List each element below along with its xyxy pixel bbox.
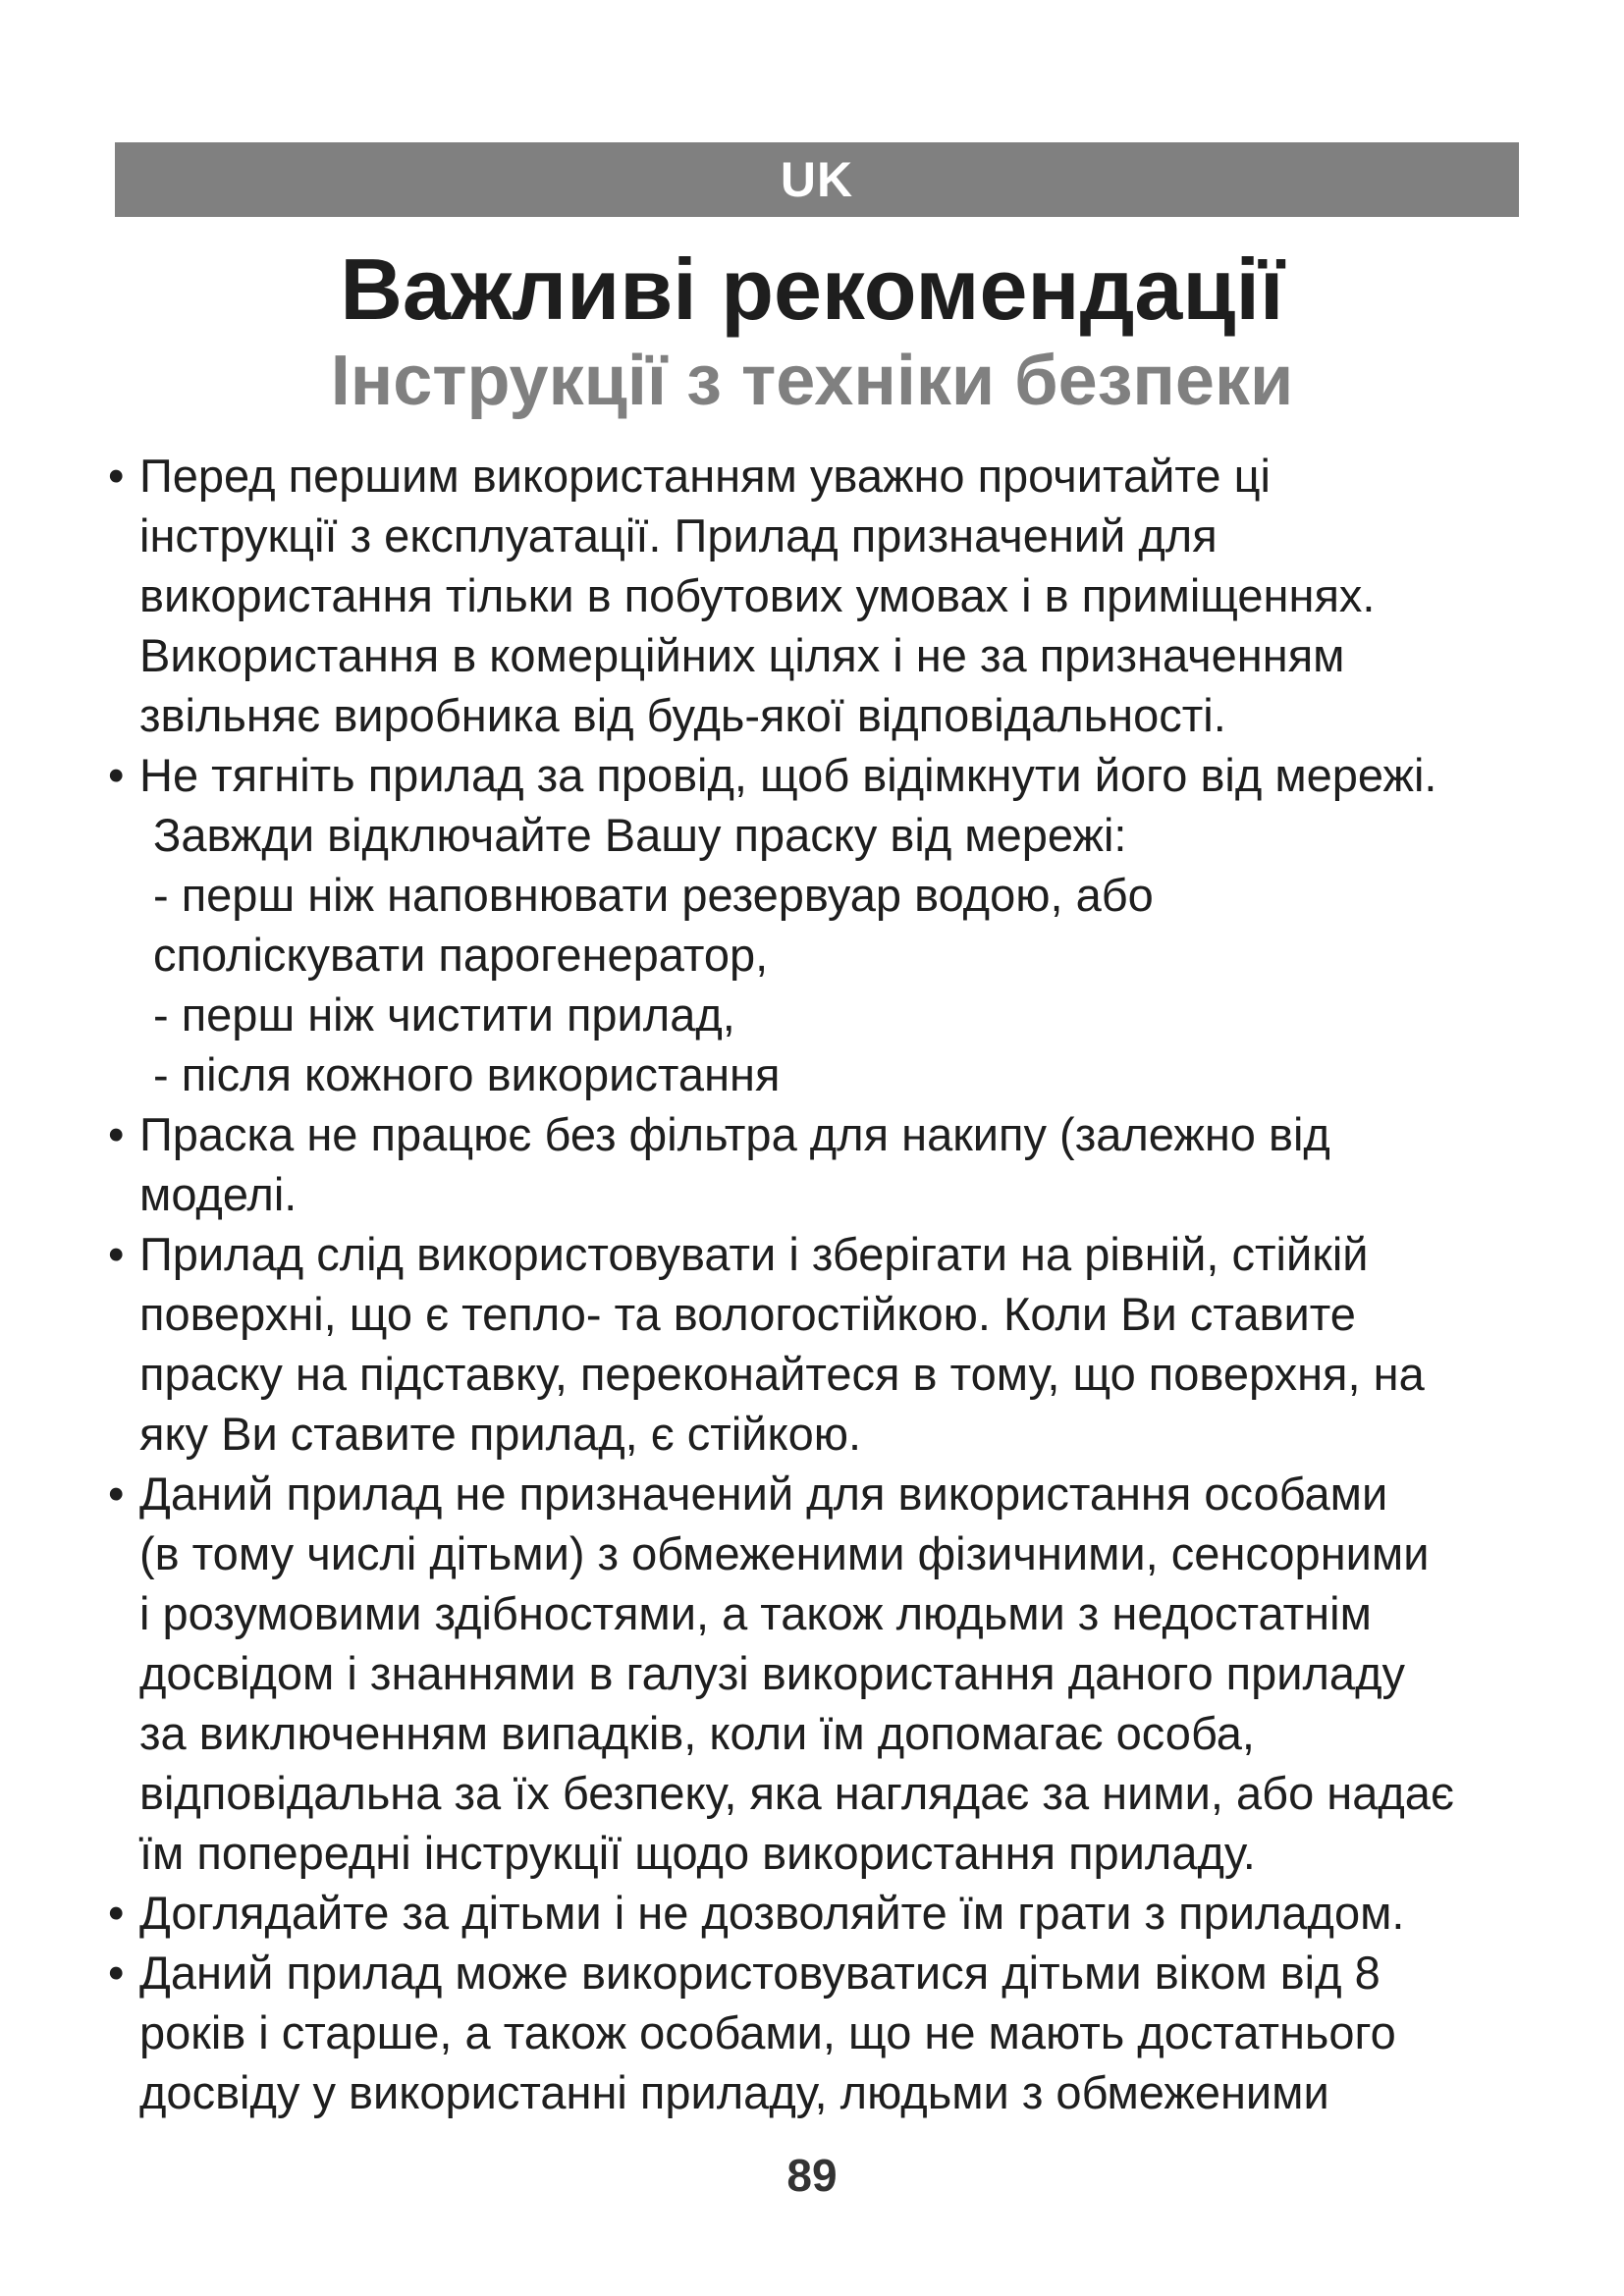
bullet-line: [108, 1943, 1600, 2002]
page-title: Важливі рекомендації: [340, 240, 1284, 338]
continuation-line: і розумовими здібностями, а також людьми з недостатнім: [139, 1587, 1372, 1639]
text-line: Доглядайте за дітьми і не дозволяйте їм грати з приладом.: [139, 1887, 1405, 1939]
continuation-line: - після кожного використання: [153, 1048, 781, 1100]
continuation-line: поверхні, що є тепло- та вологостійкою. Коли Ви ставите: [139, 1288, 1356, 1340]
text-line: Прилад слід використовувати і зберігати на рівній, стійкій: [139, 1228, 1369, 1280]
bullet-icon: •: [108, 1468, 125, 1520]
text-line: Перед першим використанням уважно прочитайте ці: [139, 450, 1271, 502]
continuation-line: - перш ніж чистити прилад,: [153, 988, 735, 1041]
bullet-icon: •: [108, 450, 125, 502]
language-bar: [115, 142, 1519, 217]
continuation-line: досвіду у використанні приладу, людьми з обмеженими: [139, 2066, 1329, 2118]
bullet-line: [108, 1104, 1600, 1164]
text-line: Не тягніть прилад за провід, щоб відімкнути його від мережі.: [139, 749, 1437, 801]
continuation-line: досвідом і знаннями в галузі використання даного приладу: [139, 1647, 1405, 1699]
continuation-line: праску на підставку, переконайтеся в тому, що поверхня, на: [139, 1348, 1425, 1400]
continuation-line: - перш ніж наповнювати резервуар водою, або: [153, 869, 1154, 921]
continuation-line: за виключенням випадків, коли їм допомагає особа,: [139, 1707, 1255, 1759]
continuation-line: Завжди відключайте Вашу праску від мережі:: [153, 809, 1127, 861]
continuation-line: яку Ви ставите прилад, є стійкою.: [139, 1408, 862, 1460]
bullet-line: [108, 1224, 1600, 1284]
continuation-line: моделі.: [139, 1168, 298, 1220]
bullet-icon: •: [108, 1887, 125, 1939]
continuation-line: їм попередні інструкції щодо використання приладу.: [139, 1827, 1256, 1879]
safety-instructions: [108, 446, 1600, 2122]
bullet-line: [108, 1464, 1600, 1523]
page-number: 89: [786, 2150, 838, 2201]
bullet-icon: •: [108, 1947, 125, 1999]
continuation-line: інструкції з експлуатації. Прилад призначений для: [139, 509, 1218, 561]
bullet-icon: •: [108, 749, 125, 801]
bullet-line: [108, 745, 1600, 805]
continuation-line: споліскувати парогенератор,: [153, 929, 769, 981]
continuation-line: використання тільки в побутових умовах і в приміщеннях.: [139, 569, 1376, 621]
bullet-icon: •: [108, 1108, 125, 1160]
page-subtitle: Інструкції з техніки безпеки: [330, 342, 1294, 420]
continuation-line: відповідальна за їх безпеку, яка наглядає за ними, або надає: [139, 1767, 1454, 1819]
bullet-line: [108, 1883, 1600, 1943]
text-line: Даний прилад не призначений для використання особами: [139, 1468, 1388, 1520]
language-code: UK: [780, 152, 854, 207]
continuation-line: років і старше, а також особами, що не мають достатнього: [139, 2006, 1396, 2058]
continuation-line: Використання в комерційних цілях і не за призначенням: [139, 629, 1345, 681]
text-line: Праска не працює без фільтра для накипу (залежно від: [139, 1108, 1330, 1160]
bullet-icon: •: [108, 1228, 125, 1280]
continuation-line: (в тому числі дітьми) з обмеженими фізичними, сенсорними: [139, 1527, 1430, 1579]
continuation-line: звільняє виробника від будь-якої відповідальності.: [139, 689, 1226, 741]
bullet-line: [108, 446, 1600, 506]
text-line: Даний прилад може використовуватися дітьми віком від 8: [139, 1947, 1380, 1999]
